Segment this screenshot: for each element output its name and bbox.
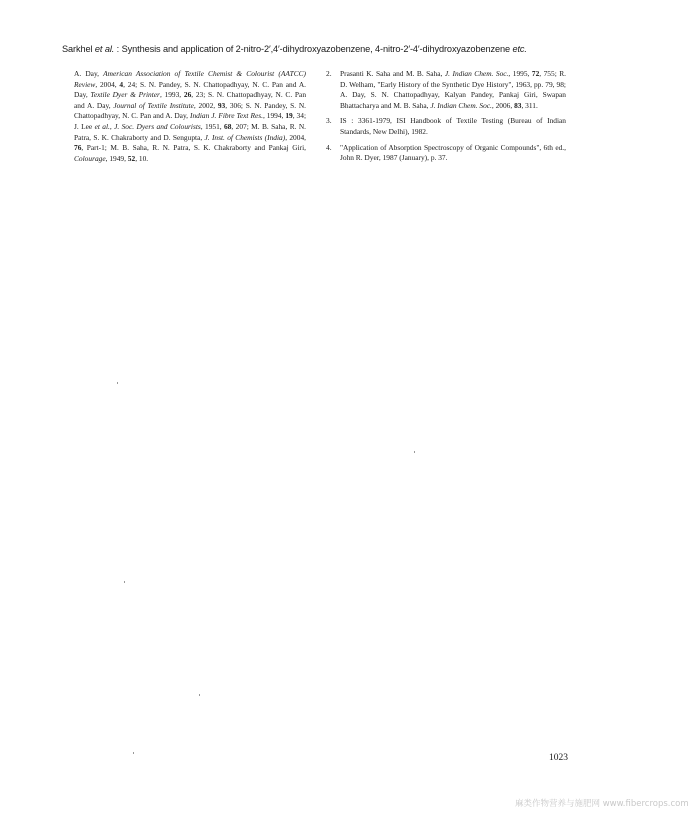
reference-1-segment: , 24; S. N. Pandey, S. N. Chattopadhyay, N. C. Pan and A. Day, — [74, 79, 307, 100]
reference-1-segment: 19 — [285, 111, 293, 121]
reference-1-segment: J. Inst. of Chemists (India) — [204, 132, 286, 142]
reference-segment: Prasanti K. Saha and M. B. Saha, — [340, 69, 445, 78]
reference-item — [326, 69, 566, 111]
reference-1-segment: 68 — [224, 121, 232, 131]
reference-1-segment: , 1951, — [200, 121, 225, 131]
reference-1-segment: , 2002, — [193, 100, 218, 110]
reference-1-segment: 26 — [183, 90, 192, 100]
reference-item — [326, 116, 566, 137]
reference-segment: , 311. — [521, 100, 538, 110]
reference-1-segment: , 23; S. N. Chattopadhyay, N. C. Pan and A. Day, — [74, 90, 307, 110]
reference-number: 2. — [326, 69, 332, 78]
reference-1-segment: , 2004, — [95, 79, 120, 89]
scan-speck — [133, 752, 134, 754]
header-etal: et al. — [92, 44, 115, 54]
reference-column-right — [326, 69, 566, 169]
reference-1-segment: Textile Dyer & Printer — [90, 90, 160, 100]
reference-segment: "Application of Absorption Spectroscopy of Organic Compounds", 6th ed., John R. Dyer, 1987 (January), p. 37. — [340, 142, 566, 163]
reference-column-left — [74, 69, 306, 164]
running-header — [62, 44, 602, 54]
reference-text — [340, 143, 566, 164]
reference-segment: , 1995, — [508, 69, 532, 78]
reference-1-segment: Colourage — [74, 153, 106, 163]
reference-1-segment: , Part-1; M. B. Saha, R. N. Patra, S. K. Chakraborty and Pankaj Giri, — [81, 143, 306, 153]
reference-1-segment: , 306; S. N. Pandey, S. N. Chattopadhyay, N. C. Pan and A. Day, — [74, 100, 307, 121]
reference-1-segment: , 10. — [135, 153, 149, 163]
reference-1-segment: A. Day, — [74, 69, 104, 78]
reference-segment: , 755; R. D. Welham, "Early History of the Synthetic Dye History", 1963, pp. 79, 98; A. Day, S. N. Chattopadhyay, Kalyan Pandey, Pankaj Giri, Swapan Bhattacharya and M. B. Saha, — [340, 69, 567, 110]
reference-1-segment: , 1949, — [105, 153, 128, 163]
reference-text — [340, 69, 566, 111]
reference-1-segment: , 2004, — [285, 132, 306, 142]
scan-speck — [199, 694, 200, 696]
watermark-text: 麻类作物营养与施肥网 www.fibercrops.com — [515, 799, 689, 809]
page-number: 1023 — [549, 753, 568, 763]
scan-speck — [117, 382, 118, 384]
reference-segment: , 2006, — [491, 100, 515, 110]
scan-speck — [414, 451, 415, 453]
reference-1-segment: , 1993, — [159, 90, 184, 100]
reference-1-continuation — [74, 69, 306, 164]
reference-1-segment: et al. — [94, 121, 110, 131]
reference-segment: J. Indian Chem. Soc. — [430, 100, 492, 110]
scan-speck — [124, 581, 125, 583]
reference-text — [340, 116, 566, 137]
reference-1-segment: 52 — [127, 153, 136, 163]
reference-1-segment: Journal of Textile Institute — [113, 100, 194, 110]
reference-1-segment: 93 — [217, 100, 226, 110]
reference-segment: J. Indian Chem. Soc. — [444, 69, 509, 78]
reference-1-segment: , — [109, 121, 115, 131]
reference-1-segment: , 34; J. Lee — [74, 111, 306, 131]
header-title: : Synthesis and application of 2-nitro-2′,4′-dihydroxyazobenzene, 4-nitro-2′-4′-dihydroxyazobenzene — [114, 44, 513, 54]
reference-segment: IS : 3361-1979, ISI Handbook of Textile Testing (Bureau of Indian Standards, New Delhi), 1982. — [340, 116, 566, 136]
reference-segment: 83 — [514, 100, 522, 110]
reference-number: 4. — [326, 142, 332, 152]
reference-1-segment: Indian J. Fibre Text Res. — [190, 111, 263, 121]
reference-1-segment: 4 — [119, 79, 124, 89]
header-author: Sarkhel — [62, 44, 93, 54]
reference-1-segment: , 207; M. B. Saha, R. N. Patra, S. K. Chakraborty and D. Sengupta, — [74, 121, 307, 142]
reference-1-segment: J. Soc. Dyers and Colourists — [114, 121, 201, 131]
reference-1-segment: 76 — [74, 143, 82, 153]
reference-number: 3. — [326, 116, 332, 126]
reference-segment: 72 — [531, 69, 540, 78]
reference-1-segment: American Association of Textile Chemist & Colourist (AATCC) Review — [74, 69, 307, 89]
reference-item — [326, 143, 566, 164]
reference-1-segment: , 1994, — [262, 111, 286, 121]
header-etc: etc. — [512, 44, 527, 54]
